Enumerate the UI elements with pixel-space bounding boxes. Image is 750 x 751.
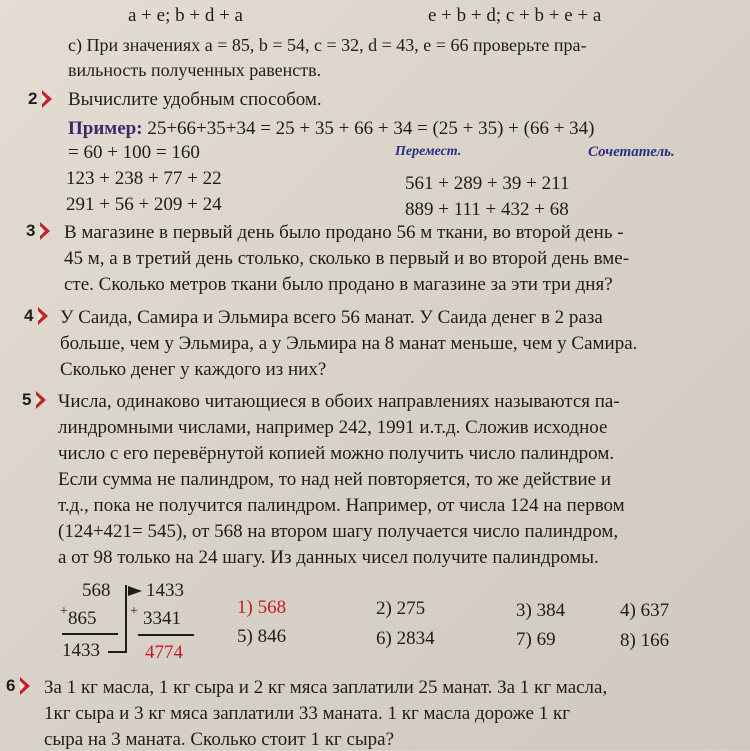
example-expression: 25+66+35+34 = 25 + 35 + 66 + 34 = (25 + 35) + (66 + 34): [147, 118, 595, 139]
option-1: 1) 568: [237, 597, 287, 618]
arrow-right-icon: [128, 585, 146, 597]
chevron-marker-icon: [20, 677, 30, 695]
task-4-line-2: больше, чем у Эльмира, а у Эльмира на 8 манат меньше, чем у Самира.: [60, 333, 638, 354]
task-5-line-7: а от 98 только на 24 шагу. Из данных чисел получите палиндромы.: [58, 547, 599, 568]
task-4-line-3: Сколько денег у каждого из них?: [60, 359, 327, 380]
calc-sum-line-1: [62, 633, 118, 635]
chevron-marker-icon: [40, 222, 50, 240]
top-fragment-left: a + e; b + d + a: [128, 5, 243, 26]
task-2-title: Вычислите удобным способом.: [68, 89, 322, 110]
task-3-line-1: В магазине в первый день было продано 56 м ткани, во второй день -: [64, 222, 624, 243]
option-3: 3) 384: [516, 600, 566, 621]
task-2-left-row-2: 291 + 56 + 209 + 24: [66, 194, 222, 215]
task-5-line-2: линдромными числами, например 242, 1991 и.т.д. Сложив исходное: [58, 417, 608, 438]
task-6-line-1: За 1 кг масла, 1 кг сыра и 2 кг мяса заплатили 25 манат. За 1 кг масла,: [44, 677, 608, 698]
task-2-right-row-2: 889 + 111 + 432 + 68: [405, 199, 569, 220]
task-5-line-1: Числа, одинаково читающиеся в обоих направлениях называются па-: [58, 391, 620, 412]
option-4: 4) 637: [620, 600, 670, 621]
task-5-line-4: Если сумма не палиндром, то над ней повторяется, то же действие и: [58, 469, 612, 490]
calc-addend-3: 1433: [146, 580, 184, 601]
annotation-associative: Сочетатель.: [588, 144, 675, 160]
task-3-line-3: сте. Сколько метров ткани было продано в магазине за эти три дня?: [64, 274, 613, 295]
task-3-number-badge: [24, 220, 52, 242]
task-4-number-badge: [22, 305, 50, 327]
calc-addend-4: 3341: [143, 608, 181, 629]
option-5: 5) 846: [237, 626, 287, 647]
task-6-number-badge: [4, 675, 32, 697]
option-8: 8) 166: [620, 630, 670, 651]
calc-link-line: [108, 651, 126, 653]
example-label: Пример:: [68, 118, 143, 139]
chevron-marker-icon: [42, 90, 52, 108]
chevron-marker-icon: [38, 307, 48, 325]
calc-link-vertical: [125, 585, 127, 653]
task-4-line-1: У Саида, Самира и Эльмира всего 56 манат. У Саида денег в 2 раза: [60, 307, 603, 328]
task-5-number-badge: [20, 389, 48, 411]
top-fragment-right: e + b + d; c + b + e + a: [428, 5, 602, 26]
task-4-number: 4: [24, 306, 34, 325]
example-result: = 60 + 100 = 160: [68, 142, 200, 163]
task-5-line-3: число с его перевёрнутой копией можно получить число палиндром.: [58, 443, 615, 464]
part-c-line-1: c) При значениях a = 85, b = 54, c = 32, d = 43, e = 66 проверьте пра-: [68, 35, 587, 55]
task-2-number-badge: [26, 88, 54, 110]
task-3-number: 3: [26, 221, 36, 240]
task-2-example: [68, 118, 595, 140]
calc-addend-2: 865: [68, 608, 97, 629]
task-2-left-row-1: 123 + 238 + 77 + 22: [66, 168, 222, 189]
calc-sum-line-2: [138, 634, 194, 636]
task-2-number: 2: [28, 89, 38, 108]
task-5-line-5: т.д., пока не получится палиндром. Например, от числа 124 на первом: [58, 495, 625, 516]
option-6: 6) 2834: [376, 628, 435, 649]
calc-plus-1: +: [60, 604, 68, 619]
option-7: 7) 69: [516, 629, 556, 650]
task-5-number: 5: [22, 390, 32, 409]
task-6-line-2: 1кг сыра и 3 кг мяса заплатили 33 маната. 1 кг масла дороже 1 кг: [44, 703, 570, 724]
task-6-line-3: сыра на 3 маната. Сколько стоит 1 кг сыра?: [44, 729, 395, 750]
task-5-line-6: (124+421= 545), от 568 на втором шагу получается число палиндром,: [58, 521, 619, 542]
calc-addend-1: 568: [82, 580, 111, 601]
task-3-line-2: 45 м, а в третий день столько, сколько в первый и во второй день вме-: [64, 248, 630, 269]
calc-sum-1: 1433: [62, 640, 100, 661]
chevron-marker-icon: [36, 391, 46, 409]
task-2-right-row-1: 561 + 289 + 39 + 211: [405, 173, 570, 194]
calc-sum-2: 4774: [145, 642, 183, 663]
option-2: 2) 275: [376, 598, 426, 619]
annotation-commutative: Перемест.: [395, 144, 462, 159]
calc-plus-2: +: [130, 604, 138, 619]
part-c-line-2: вильность полученных равенств.: [68, 60, 322, 80]
task-6-number: 6: [6, 676, 16, 695]
